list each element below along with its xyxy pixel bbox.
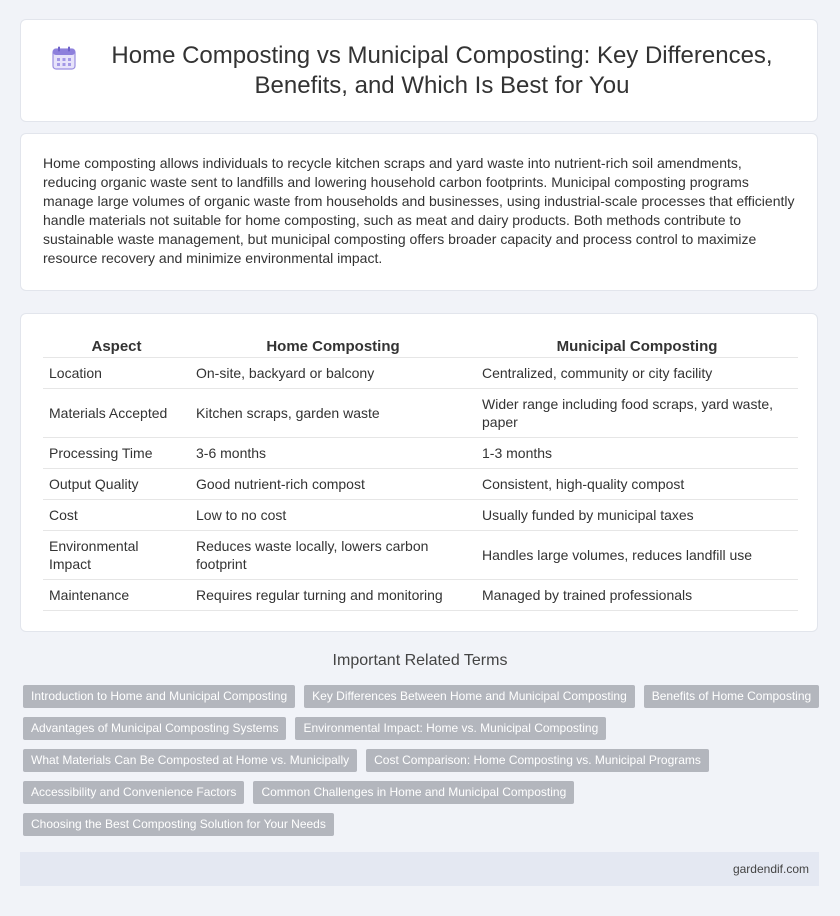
related-terms-list [23, 685, 823, 836]
related-term-tag[interactable]: Key Differences Between Home and Municipal Composting [304, 685, 635, 708]
intro-card [20, 133, 818, 291]
footer-site-link[interactable]: gardendif.com [732, 862, 809, 876]
table-cell: Kitchen scraps, garden waste [190, 389, 476, 438]
related-term-tag[interactable]: Introduction to Home and Municipal Composting [23, 685, 295, 708]
related-term-tag[interactable]: Environmental Impact: Home vs. Municipal Composting [295, 717, 606, 740]
table-header-row [43, 334, 798, 358]
table-row [43, 469, 798, 500]
related-term-tag[interactable]: Benefits of Home Composting [644, 685, 819, 708]
table-row [43, 580, 798, 611]
table-row [43, 531, 798, 580]
table-cell: Reduces waste locally, lowers carbon footprint [190, 531, 476, 580]
related-term-tag[interactable]: Accessibility and Convenience Factors [23, 781, 244, 804]
related-terms-title: Important Related Terms [332, 652, 508, 669]
header-card [20, 19, 818, 122]
table-cell: Centralized, community or city facility [476, 358, 798, 389]
header-home-composting: Home Composting [190, 334, 476, 358]
related-term-tag[interactable]: What Materials Can Be Composted at Home vs. Municipally [23, 749, 357, 772]
table-cell: Location [43, 358, 190, 389]
page-title: Home Composting vs Municipal Composting: Key Differences, Benefits, and Which Is Best for You [111, 41, 773, 99]
table-cell: Requires regular turning and monitoring [190, 580, 476, 611]
table-cell: Environmental Impact [43, 531, 190, 580]
table-cell: Good nutrient-rich compost [190, 469, 476, 500]
table-cell: Materials Accepted [43, 389, 190, 438]
table-cell: Managed by trained professionals [476, 580, 798, 611]
related-term-tag[interactable]: Cost Comparison: Home Composting vs. Municipal Programs [366, 749, 709, 772]
calendar-icon [51, 45, 77, 71]
table-cell: 1-3 months [476, 438, 798, 469]
related-term-tag[interactable]: Advantages of Municipal Composting Systems [23, 717, 286, 740]
related-term-tag[interactable]: Common Challenges in Home and Municipal Composting [253, 781, 574, 804]
comparison-table [43, 334, 798, 611]
table-cell: 3-6 months [190, 438, 476, 469]
table-cell: Wider range including food scraps, yard waste, paper [476, 389, 798, 438]
table-cell: Processing Time [43, 438, 190, 469]
table-cell: Cost [43, 500, 190, 531]
footer [20, 852, 819, 886]
table-cell: Output Quality [43, 469, 190, 500]
table-cell: Consistent, high-quality compost [476, 469, 798, 500]
table-cell: Usually funded by municipal taxes [476, 500, 798, 531]
comparison-table-card [20, 313, 818, 632]
table-row [43, 358, 798, 389]
table-row [43, 500, 798, 531]
table-cell: Low to no cost [190, 500, 476, 531]
intro-paragraph: Home composting allows individuals to recycle kitchen scraps and yard waste into nutrient-rich soil amendments, reducing organic waste sent to landfills and lowering household carbon footprints. Municipal composting programs manage large volumes of organic waste from households and businesses, using industrial-scale processes that efficiently handle materials not suitable for home composting, such as meat and dairy products. Both methods contribute to sustainable waste management, but municipal composting offers broader capacity and process control to maximize resource recovery and minimize environmental impact. [43, 155, 795, 266]
table-cell: Handles large volumes, reduces landfill use [476, 531, 798, 580]
related-term-tag[interactable]: Choosing the Best Composting Solution for Your Needs [23, 813, 334, 836]
table-cell: Maintenance [43, 580, 190, 611]
header-aspect: Aspect [43, 334, 190, 358]
table-row [43, 389, 798, 438]
table-row [43, 438, 798, 469]
header-municipal-composting: Municipal Composting [476, 334, 798, 358]
table-cell: On-site, backyard or balcony [190, 358, 476, 389]
